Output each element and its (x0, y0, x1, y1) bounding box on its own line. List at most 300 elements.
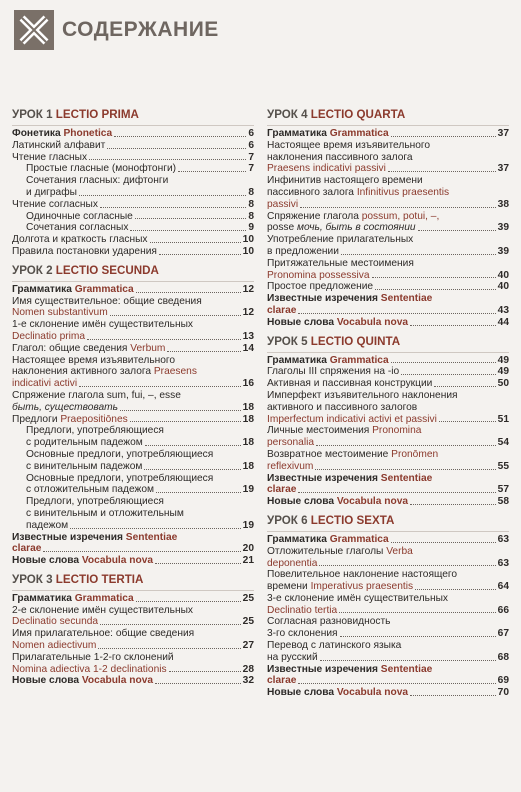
toc-text: Грамматика (12, 283, 75, 295)
page-number: 25 (242, 616, 254, 628)
toc-text: Личные местоимения (267, 425, 373, 437)
toc-entry[interactable] (12, 234, 254, 246)
toc-entry[interactable] (12, 222, 254, 234)
toc-text: Pronomina (372, 425, 422, 437)
toc-line-text (12, 343, 165, 355)
toc-text: Praesens (153, 366, 197, 378)
toc-line (12, 319, 254, 331)
toc-line (12, 152, 254, 164)
page-number: 66 (497, 604, 509, 616)
toc-entry[interactable] (267, 616, 509, 640)
lesson-subtitle: LECTIO PRIMA (55, 108, 139, 121)
dot-leader (316, 445, 496, 446)
toc-text: Praepositiōnes (60, 413, 128, 425)
toc-text: наклонения пассивного залога (267, 151, 413, 163)
toc-line (267, 496, 509, 508)
toc-entry[interactable] (12, 496, 254, 531)
toc-text: с винительным и отложительным (26, 507, 184, 519)
toc-line (12, 128, 254, 140)
toc-line-text (12, 378, 77, 390)
page-number: 70 (497, 687, 509, 699)
dot-leader (100, 207, 246, 208)
page-number: 19 (242, 484, 254, 496)
toc-text: Vocabula nova (81, 675, 154, 687)
page-title: СОДЕРЖАНИЕ (62, 18, 219, 41)
dot-leader (87, 339, 241, 340)
toc-entry[interactable] (267, 355, 509, 367)
toc-entry[interactable] (12, 390, 254, 414)
dot-leader (375, 289, 496, 290)
toc-line-text (12, 402, 118, 414)
toc-text: Verba (386, 545, 413, 557)
toc-line (12, 414, 254, 426)
page-number: 32 (242, 675, 254, 687)
dot-leader (120, 410, 241, 411)
toc-text: пассивного залога (267, 186, 357, 198)
page-number: 18 (242, 413, 254, 425)
toc-line (12, 390, 254, 402)
page-number: 40 (497, 281, 509, 293)
toc-line-text (267, 414, 437, 426)
toc-text: Declinatio secunda (12, 616, 99, 628)
toc-line-text (267, 163, 386, 175)
toc-text: posse (267, 222, 298, 234)
toc-line-text (267, 496, 408, 508)
toc-text: Grammatica (74, 592, 134, 604)
toc-line-text (267, 378, 432, 390)
toc-line (12, 402, 254, 414)
lesson-heading (267, 335, 509, 353)
toc-text: Nomina adiectiva 1-2 declinationis (12, 663, 167, 675)
toc-line-text (12, 664, 167, 676)
lesson-heading (12, 573, 254, 591)
toc-line (267, 152, 509, 164)
toc-entry[interactable] (267, 546, 509, 570)
toc-line (267, 628, 509, 640)
lesson-number: УРОК 3 (12, 572, 53, 586)
page-number: 7 (248, 163, 254, 175)
dot-leader (315, 469, 495, 470)
toc-line (267, 140, 509, 152)
toc-line (12, 366, 254, 378)
toc-text: Имя прилагательное: общие сведения (12, 628, 195, 640)
toc-line (267, 317, 509, 329)
lesson-heading (267, 108, 509, 126)
dot-leader (418, 230, 496, 231)
page-number: 49 (497, 354, 509, 366)
toc-entry[interactable] (267, 234, 509, 258)
toc-text: Прилагательные 1-2-го склонений (12, 651, 174, 663)
toc-line (267, 461, 509, 473)
page-header (14, 10, 219, 50)
toc-line-text (12, 128, 112, 140)
toc-text: clarae (267, 484, 297, 496)
lesson-number: УРОК 1 (12, 108, 53, 121)
toc-line (12, 163, 254, 175)
toc-entry[interactable] (12, 605, 254, 629)
toc-entry[interactable] (12, 555, 254, 567)
toc-line (267, 640, 509, 652)
dot-leader (167, 351, 240, 352)
toc-line (267, 484, 509, 496)
toc-line (12, 199, 254, 211)
toc-text: reflexivum (267, 460, 314, 472)
toc-line-text (12, 675, 153, 687)
toc-text: Простые гласные (монофтонги) (26, 163, 177, 175)
toc-line (267, 175, 509, 187)
toc-line (12, 222, 254, 234)
dot-leader (114, 136, 246, 137)
dot-leader (391, 362, 496, 363)
toc-line-text (12, 199, 98, 211)
toc-entry[interactable] (267, 687, 509, 699)
toc-line (12, 484, 254, 496)
toc-text: Настоящее время изъявительного (267, 139, 431, 151)
toc-text: Nomen adiectivum (12, 640, 97, 652)
toc-line (267, 414, 509, 426)
toc-entry[interactable] (267, 496, 509, 508)
toc-entry[interactable] (12, 296, 254, 320)
toc-text: clarae (267, 675, 297, 687)
page-number: 50 (497, 378, 509, 390)
toc-line (267, 546, 509, 558)
page-number: 68 (497, 651, 509, 663)
toc-line (12, 640, 254, 652)
toc-line-text (12, 414, 128, 426)
toc-entry[interactable] (12, 211, 254, 223)
page-number: 37 (497, 163, 509, 175)
toc-text: Спряжение глагола sum, fui, –, esse (12, 389, 181, 401)
toc-line-text (12, 543, 41, 555)
toc-text: Долгота и краткость гласных (12, 234, 148, 246)
lesson-heading (12, 108, 254, 126)
page-number: 6 (248, 128, 254, 139)
page-number: 12 (242, 307, 254, 319)
toc-text: Новые слова (267, 687, 337, 699)
dot-leader (136, 292, 241, 293)
toc-entry[interactable] (267, 390, 509, 425)
toc-line-text (267, 687, 408, 699)
toc-entry[interactable] (267, 378, 509, 390)
dot-leader (145, 445, 241, 446)
toc-line-text (12, 307, 108, 319)
toc-line (12, 675, 254, 687)
toc-text: Употребление прилагательных (267, 234, 414, 246)
toc-line-text (267, 270, 370, 282)
toc-line (267, 281, 509, 293)
toc-text: Новые слова (12, 555, 82, 567)
toc-entry[interactable] (12, 319, 254, 343)
toc-line (12, 496, 254, 508)
dot-leader (410, 695, 496, 696)
toc-text: и диграфы (26, 186, 77, 198)
toc-entry[interactable] (12, 675, 254, 687)
page-number: 28 (242, 663, 254, 675)
toc-entry[interactable] (12, 628, 254, 652)
toc-text: Imperativus praesentis (310, 581, 414, 593)
toc-text: Правила постановки ударения (12, 245, 157, 257)
toc-line (267, 305, 509, 317)
page-number: 39 (497, 245, 509, 257)
toc-text: possum, potui, –, (361, 210, 440, 222)
toc-line-text (26, 484, 154, 496)
toc-entry[interactable] (12, 414, 254, 426)
toc-text: Предлоги, употребляющиеся (26, 496, 164, 508)
toc-entry[interactable] (267, 281, 509, 293)
toc-text: Грамматика (12, 592, 75, 604)
dot-leader (341, 254, 496, 255)
toc-text: Phonetica (63, 128, 113, 139)
toc-text: Притяжательные местоимения (267, 257, 414, 269)
toc-entry[interactable] (267, 449, 509, 473)
dot-leader (136, 601, 241, 602)
dot-leader (372, 277, 496, 278)
toc-entry[interactable] (267, 128, 509, 140)
toc-entry[interactable] (12, 343, 254, 355)
toc-entry[interactable] (267, 140, 509, 175)
toc-text: Предлоги, употребляющиеся (26, 425, 164, 437)
toc-line-text (12, 593, 134, 605)
toc-line-text (267, 534, 389, 546)
toc-entry[interactable] (267, 569, 509, 593)
page-number: 21 (242, 555, 254, 567)
dot-leader (89, 159, 246, 160)
toc-entry[interactable] (267, 211, 509, 235)
page-number: 8 (248, 186, 254, 198)
toc-entry[interactable] (12, 425, 254, 449)
page-number: 10 (242, 245, 254, 257)
toc-line-text (12, 616, 98, 628)
toc-text: Латинский алфавит (12, 139, 106, 151)
dot-leader (391, 136, 496, 137)
toc-text: Имперфект изъявительного наклонения (267, 389, 458, 401)
dot-leader (79, 386, 241, 387)
toc-line (267, 211, 509, 223)
toc-line (12, 664, 254, 676)
page-number: 63 (497, 533, 509, 545)
toc-entry[interactable] (12, 532, 254, 556)
toc-entry[interactable] (12, 128, 254, 140)
toc-entry[interactable] (267, 534, 509, 546)
toc-text: deponentia (267, 557, 318, 569)
page-number: 37 (497, 128, 509, 139)
lesson-section (12, 108, 254, 258)
lesson-heading (12, 264, 254, 282)
toc-line (12, 628, 254, 640)
toc-text: Verbum (130, 342, 166, 354)
toc-entry[interactable] (12, 593, 254, 605)
page-number: 44 (497, 316, 509, 328)
page-number: 10 (242, 234, 254, 246)
toc-entry[interactable] (267, 366, 509, 378)
toc-text: Известные изречения (267, 293, 381, 305)
toc-entry[interactable] (12, 175, 254, 199)
page-number: 18 (242, 460, 254, 472)
page-number: 43 (497, 304, 509, 316)
page-number: 14 (242, 342, 254, 354)
toc-text: Infinitivus praesentis (356, 186, 450, 198)
toc-line (267, 258, 509, 270)
toc-line (12, 343, 254, 355)
toc-entry[interactable] (267, 175, 509, 210)
page-number: 7 (248, 151, 254, 163)
dot-leader (434, 386, 495, 387)
toc-line-text (12, 640, 96, 652)
toc-line (12, 593, 254, 605)
dot-leader (410, 325, 496, 326)
lesson-subtitle: LECTIO SEXTA (310, 513, 395, 527)
dot-leader (439, 421, 496, 422)
toc-text: Sententiae (380, 293, 433, 305)
toc-text: Vocabula nova (336, 687, 409, 699)
toc-line (12, 187, 254, 199)
toc-entry[interactable] (12, 152, 254, 164)
toc-column-right (267, 108, 509, 705)
toc-text: clarae (267, 304, 297, 316)
toc-line (12, 307, 254, 319)
toc-line-text (26, 437, 143, 449)
page-number: 64 (497, 581, 509, 593)
lesson-section (12, 264, 254, 567)
toc-line-text (267, 246, 339, 258)
dot-leader (298, 492, 495, 493)
toc-text: Чтение гласных (12, 151, 88, 163)
toc-line-text (267, 355, 389, 367)
page-number: 13 (242, 330, 254, 342)
toc-line-text (26, 520, 68, 532)
toc-line (267, 581, 509, 593)
toc-line (12, 437, 254, 449)
toc-entry[interactable] (12, 473, 254, 497)
toc-text: Imperfectum indicativi activi et passivi (267, 413, 437, 425)
toc-line (12, 234, 254, 246)
toc-entry[interactable] (12, 652, 254, 676)
toc-entry[interactable] (267, 317, 509, 329)
toc-column-left (12, 108, 254, 693)
toc-entry[interactable] (267, 473, 509, 497)
toc-text: Sententiae (380, 472, 433, 484)
dot-leader (155, 683, 241, 684)
page-number: 20 (242, 543, 254, 555)
toc-text: Praesens indicativi passivi (267, 163, 386, 175)
toc-text: Новые слова (267, 496, 337, 508)
toc-line-text (267, 461, 313, 473)
toc-line (267, 664, 509, 676)
toc-entry[interactable] (267, 664, 509, 688)
dot-leader (155, 563, 241, 564)
toc-entry[interactable] (12, 355, 254, 390)
toc-line (12, 378, 254, 390)
toc-entry[interactable] (12, 246, 254, 258)
toc-entry[interactable] (12, 163, 254, 175)
toc-text: быть, существовать (12, 401, 118, 413)
toc-entry[interactable] (267, 293, 509, 317)
dot-leader (70, 528, 240, 529)
toc-line (12, 508, 254, 520)
lesson-subtitle: LECTIO QUINTA (310, 334, 401, 348)
toc-line (12, 355, 254, 367)
toc-line (267, 687, 509, 699)
page-number: 27 (242, 640, 254, 652)
toc-line-text (26, 222, 128, 234)
toc-entry[interactable] (267, 258, 509, 282)
toc-text: personalia (267, 437, 315, 449)
toc-text: Глаголы III спряжения на -io (267, 366, 400, 378)
lesson-heading (267, 514, 509, 532)
toc-line-text (267, 484, 296, 496)
toc-text: Declinatio prima (12, 330, 86, 342)
toc-text: 3-го склонения (267, 628, 338, 640)
lesson-section (267, 108, 509, 329)
toc-text: 2-е склонение имён существительных (12, 604, 194, 616)
toc-line-text (267, 558, 317, 570)
toc-line (12, 246, 254, 258)
toc-line-text (267, 281, 373, 293)
dot-leader (339, 612, 495, 613)
dot-leader (319, 565, 495, 566)
toc-text: Grammatica (329, 533, 389, 545)
cross-icon (14, 10, 54, 50)
toc-text: Основные предлоги, употребляющиеся (26, 448, 214, 460)
toc-text: Повелительное наклонение настоящего (267, 569, 458, 581)
toc-entry[interactable] (267, 425, 509, 449)
toc-text: Vocabula nova (81, 555, 154, 567)
toc-text: Грамматика (267, 354, 330, 366)
lesson-subtitle: LECTIO QUARTA (310, 108, 406, 121)
dot-leader (79, 195, 246, 196)
toc-text: Грамматика (267, 533, 330, 545)
toc-line-text (26, 461, 142, 473)
toc-text: Настоящее время изъявительного (12, 354, 176, 366)
dot-leader (401, 374, 495, 375)
page-number: 69 (497, 675, 509, 687)
dot-leader (415, 589, 496, 590)
toc-line (267, 128, 509, 140)
toc-line-text (267, 628, 338, 640)
toc-line-text (12, 555, 153, 567)
toc-entry[interactable] (12, 140, 254, 152)
toc-entry[interactable] (267, 640, 509, 664)
toc-text: Известные изречения (12, 531, 126, 543)
toc-text: Sententiae (125, 531, 178, 543)
toc-text: Vocabula nova (336, 496, 409, 508)
toc-line (267, 605, 509, 617)
toc-text: Сочетания гласных: дифтонги (26, 175, 169, 187)
toc-text: Перевод с латинского языка (267, 640, 402, 652)
page-number: 49 (497, 366, 509, 378)
toc-line-text (267, 199, 298, 211)
toc-entry[interactable] (267, 593, 509, 617)
toc-entry[interactable] (12, 199, 254, 211)
toc-text: Pronōmen (391, 448, 439, 460)
toc-text: Имя существительное: общие сведения (12, 295, 202, 307)
toc-line (267, 437, 509, 449)
toc-entry[interactable] (12, 449, 254, 473)
toc-entry[interactable] (12, 284, 254, 296)
lesson-subtitle: LECTIO TERTIA (55, 572, 144, 586)
toc-text: на русский (267, 651, 318, 663)
toc-text: Grammatica (329, 128, 389, 139)
lesson-number: УРОК 6 (267, 513, 308, 527)
page-number: 18 (242, 437, 254, 449)
page-number: 8 (248, 198, 254, 210)
dot-leader (98, 648, 240, 649)
toc-line (267, 534, 509, 546)
dot-leader (130, 421, 241, 422)
page-number: 18 (242, 401, 254, 413)
toc-line (267, 449, 509, 461)
toc-line (267, 473, 509, 485)
